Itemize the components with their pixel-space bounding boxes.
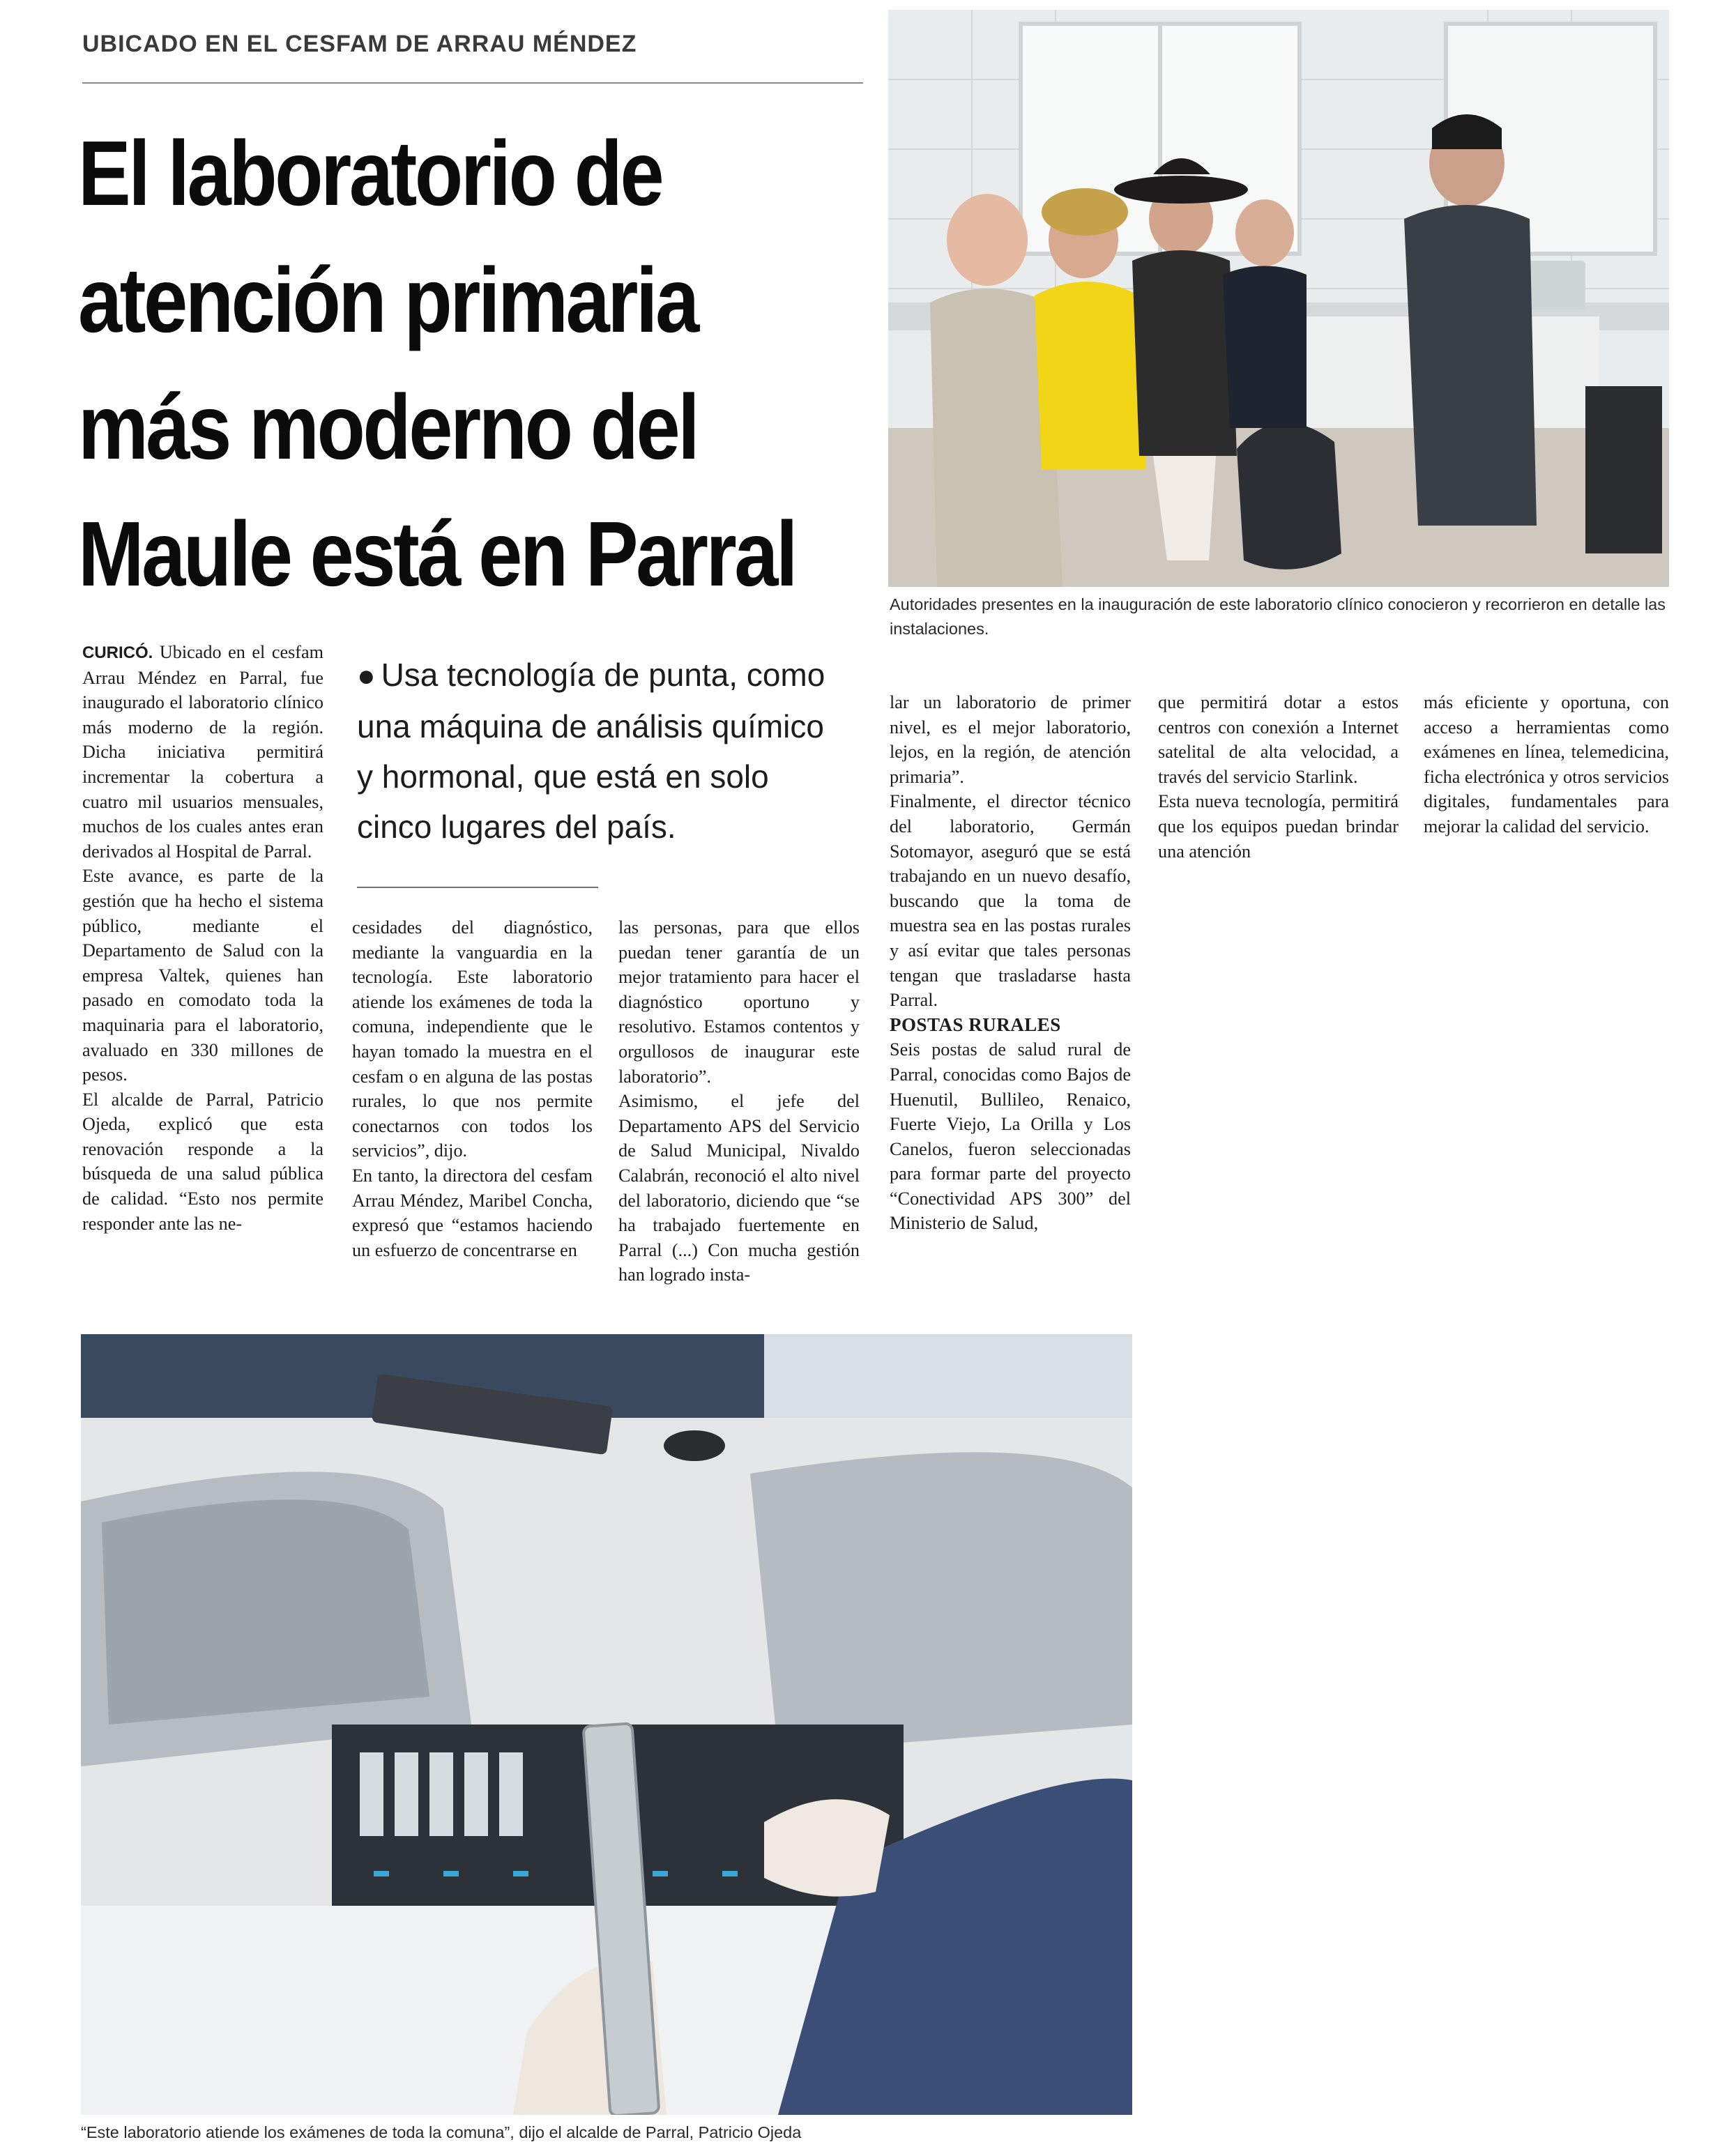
paragraph: Este avance, es parte de la gestión que ha hecho el sistema público, mediante el Departamento de Salud con la empresa Valtek, quienes han pasado en comodato toda la maquinaria para el laboratorio, avaluado en 330 millones de pesos. xyxy=(82,866,323,1085)
photo-analyzer-machine xyxy=(81,1334,1132,2115)
headline-line-4: Maule está en Parral xyxy=(78,503,796,605)
paragraph: En tanto, la directora del cesfam Arrau Méndez, Maribel Concha, expresó que “estamos haciendo un esfuerzo de concentrarse en xyxy=(352,1165,593,1260)
paragraph: cesidades del diagnóstico, mediante la vanguardia en la tecnología. Este laboratorio atiende los exámenes de toda la comuna, independiente que le hayan tomado la muestra en el cesfam o en alguna de las postas rurales, lo que nos permite conectarnos con todos los servicios”, dijo. xyxy=(352,917,593,1161)
kicker-divider xyxy=(82,82,863,84)
paragraph: Esta nueva tecnología, permitirá que los equipos puedan brindar una atención xyxy=(1158,791,1399,862)
body-column-1 xyxy=(82,640,323,1236)
body-column-3 xyxy=(618,915,860,1287)
body-column-5 xyxy=(1158,690,1399,864)
subheading: POSTAS RURALES xyxy=(890,1014,1061,1035)
paragraph: Finalmente, el director técnico del laboratorio, Germán Sotomayor, aseguró que se está trabajando en un nuevo desafío, buscando que la toma de muestra sea en las postas rurales y así evitar que tales personas tengan que trasladarse hasta Parral. xyxy=(890,791,1131,1011)
pull-quote-text: Usa tecnología de punta, como una máquina de análisis químico y hormonal, que está en solo cinco lugares del país. xyxy=(357,657,825,845)
paragraph xyxy=(82,640,323,864)
paragraph: Seis postas de salud rural de Parral, conocidas como Bajos de Huenutil, Bullileo, Renaico, Fuerte Viejo, La Orilla y Los Canelos, fueron seleccionadas para formar parte del proyecto “Conectividad APS 300” del Ministerio de Salud, xyxy=(890,1039,1131,1234)
article-headline xyxy=(78,110,796,618)
body-column-2 xyxy=(352,915,593,1262)
bullet-icon: ● xyxy=(357,659,376,693)
paragraph: El alcalde de Parral, Patricio Ojeda, explicó que esta renovación responde a la búsqueda de una salud pública de calidad. “Esto nos permite responder ante las ne- xyxy=(82,1089,323,1234)
headline-line-3: más moderno del xyxy=(78,376,698,478)
body-column-4 xyxy=(890,690,1131,1236)
pull-quote-divider xyxy=(357,887,598,888)
headline-line-2: atención primaria xyxy=(78,249,697,351)
photo-lab-tour xyxy=(888,10,1669,587)
paragraph: las personas, para que ellos puedan tener garantía de un mejor tratamiento para hacer el diagnóstico oportuno y resolutivo. Estamos contentos y orgullosos de inaugurar este laboratorio”. xyxy=(618,917,860,1087)
paragraph: más eficiente y oportuna, con acceso a herramientas como exámenes en línea, telemedicina, ficha electrónica y otros servicios digitales, fundamentales para mejorar la calidad del servicio. xyxy=(1424,692,1669,836)
paragraph-text: Ubicado en el cesfam Arrau Méndez en Parral, fue inaugurado el laboratorio clínico más moderno de la región. Dicha iniciativa permitirá incrementar la cobertura a cuatro mil usuarios mensuales, muchos de los cuales antes eran derivados al Hospital de Parral. xyxy=(82,642,324,862)
photo-top-caption: Autoridades presentes en la inauguración de este laboratorio clínico conocieron y recorrieron en detalle las instalaciones. xyxy=(890,595,1666,638)
headline-line-1: El laboratorio de xyxy=(78,122,662,224)
pull-quote xyxy=(357,650,845,852)
paragraph: que permitirá dotar a estos centros con conexión a Internet satelital de alta velocidad, a través del servicio Starlink. xyxy=(1158,692,1399,787)
dateline: CURICÓ. xyxy=(82,643,153,662)
paragraph: Asimismo, el jefe del Departamento APS del Servicio de Salud Municipal, Nivaldo Calabrán, reconoció el alto nivel del laboratorio, diciendo que “se ha trabajado fuertemente en Parral (...) Con mucha gestión han logrado insta- xyxy=(618,1091,860,1285)
body-column-6 xyxy=(1424,690,1669,839)
article-kicker: UBICADO EN EL CESFAM DE ARRAU MÉNDEZ xyxy=(82,31,637,57)
photo-bottom-caption: “Este laboratorio atiende los exámenes de toda la comuna”, dijo el alcalde de Parral, Patricio Ojeda xyxy=(81,2123,802,2141)
paragraph: lar un laboratorio de primer nivel, es el mejor laboratorio, lejos, en la región, de atención primaria”. xyxy=(890,692,1131,787)
